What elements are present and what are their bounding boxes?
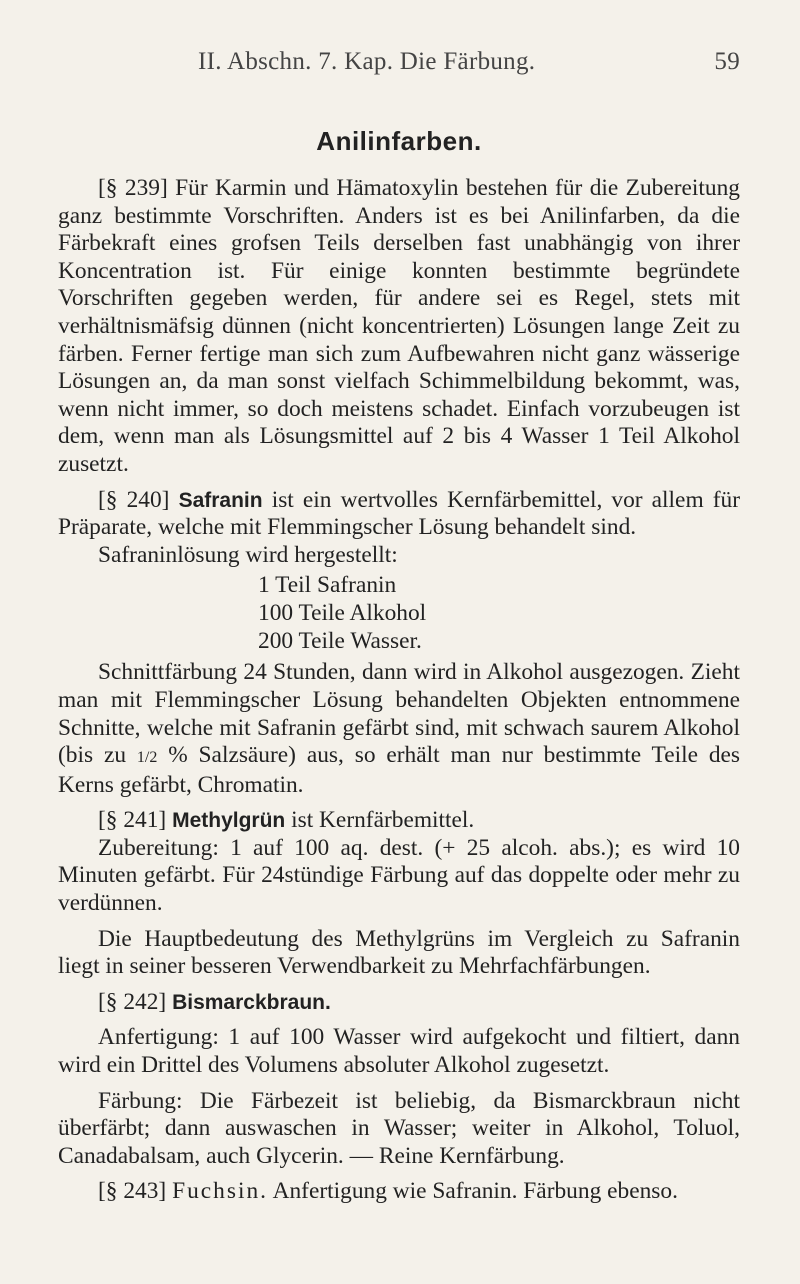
paragraph-text: Für Karmin und Hämatoxylin bestehen für die Zubereitung ganz bestimmte Vorschriften. Anders ist es bei Anilinfarben, da die Färbekraft eines grofsen Teils derselben fast unabhängig von ihrer Koncentration ist. Für einige konnten bestimmte begründete Vorschriften gegeben werden, für andere sei es Regel, stets mit verhältnismäfsig dünnen (nicht koncentrierten) Lösungen lange Zeit zu färben. Ferner fertige man sich zum Aufbewahren nicht ganz wässerige Lösungen an, da man sonst vielfach Schimmelbildung bekommt, was, wenn nicht immer, so doch meistens schadet. Einfach vorzubeugen ist dem, wenn man als Lösungsmittel auf 2 bis 4 Wasser 1 Teil Alkohol zusetzt. [58,175,740,477]
paragraph-241-significance: Die Hauptbedeutung des Methylgrüns im Vergleich zu Safranin liegt in seiner besseren Verwendbarkeit zu Mehrfachfärbungen. [58,925,740,980]
paragraph-243 [58,1178,740,1206]
paragraph-240-recipe-intro: Safraninlösung wird hergestellt: [98,541,398,568]
term-methylgruen: Methylgrün [172,809,286,833]
term-fuchsin: Fuchsin. [172,1178,269,1205]
paragraph-text: ist ein wertvolles Kernfärbemittel, vor allem für Präparate, welche mit Flemmingscher Lösung behandelt sind. [58,486,741,541]
paragraph-text: Anfertigung wie Safranin. Färbung ebenso. [268,1178,678,1205]
paragraph-text: % Salzsäure) aus, so erhält man nur bestimmte Teile des Kerns gefärbt, Chromatin. [58,742,740,798]
term-bismarckbraun: Bismarckbraun. [172,990,331,1014]
recipe-list [58,571,740,655]
book-page [58,48,740,1206]
paragraph-242 [58,989,740,1017]
term-safranin: Safranin [178,488,263,512]
recipe-line: 100 Teile Alkohol [258,600,427,627]
section-number: [§ 241] [98,807,167,834]
paragraph-text: ist Kernfärbemittel. [285,807,475,834]
fraction: 1/2 [136,749,158,767]
paragraph-239 [58,175,740,479]
paragraph-240 [58,487,740,542]
page-number: 59 [714,48,740,75]
paragraph-240-staining [58,659,740,799]
section-number: [§ 242] [98,988,167,1015]
recipe-line: 200 Teile Wasser. [258,628,422,655]
running-head-text: II. Abschn. 7. Kap. Die Färbung. [198,48,536,75]
paragraph-241-preparation: Zubereitung: 1 auf 100 aq. dest. (+ 25 alcoh. abs.); es wird 10 Minuten gefärbt. Für 24stündige Färbung auf das doppelte oder mehr zu verdünnen. [58,834,740,917]
running-head [58,48,740,84]
paragraph-242-preparation: Anfertigung: 1 auf 100 Wasser wird aufgekocht und filtiert, dann wird ein Drittel des Volumens absoluter Alkohol zugesetzt. [58,1024,740,1079]
recipe-line: 1 Teil Safranin [258,572,397,599]
section-number: [§ 243] [98,1178,167,1205]
section-title: Anilinfarben. [316,126,482,156]
paragraph-241 [58,807,740,835]
section-number: [§ 239] [98,175,168,201]
paragraph-text: Schnittfärbung 24 Stunden, dann wird in Alkohol ausgezogen. Zieht man mit Flemmingscher Lösung behandelten Objekten entnommene Schnitte, welche mit Safranin gefärbt sind, mit schwach saurem Alkohol (bis zu [58,659,740,769]
section-number: [§ 240] [98,486,170,513]
paragraph-242-staining: Färbung: Die Färbezeit ist beliebig, da Bismarckbraun nicht überfärbt; dann auswaschen in Wasser; weiter in Alkohol, Toluol, Canadabalsam, auch Glycerin. — Reine Kernfärbung. [58,1087,740,1169]
